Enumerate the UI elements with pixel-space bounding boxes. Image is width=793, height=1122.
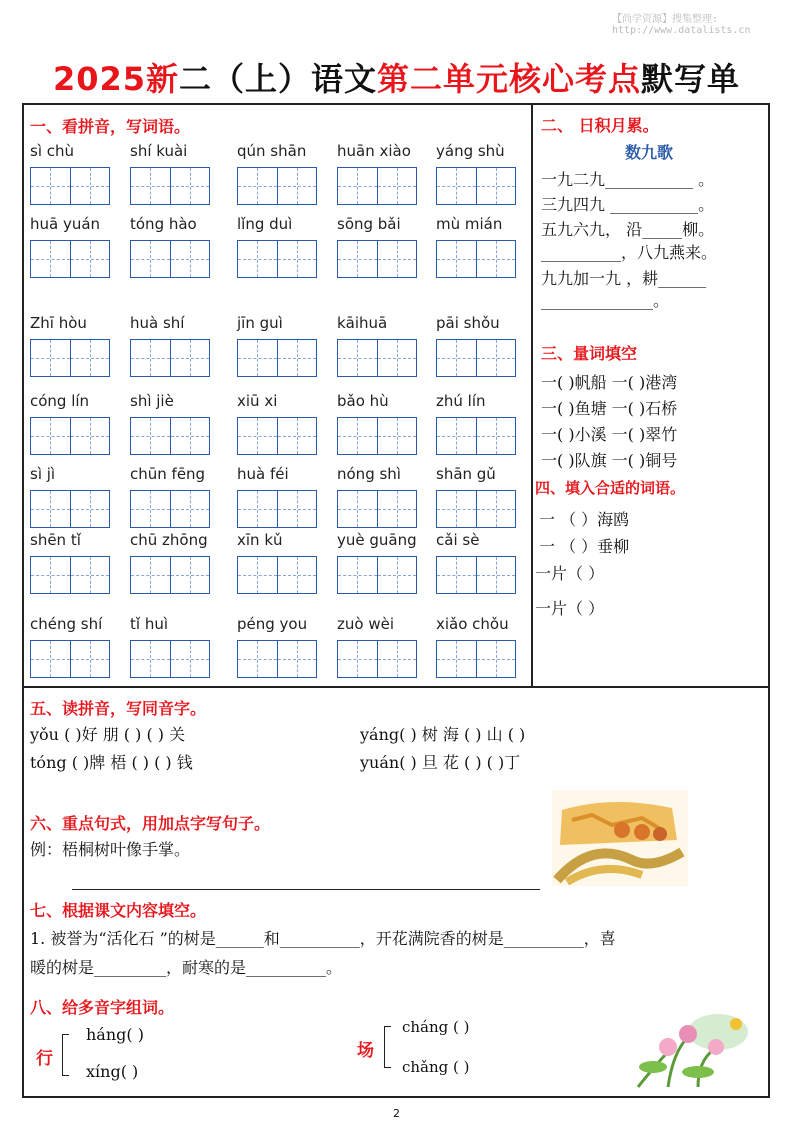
writing-cell[interactable] bbox=[31, 491, 71, 527]
writing-box[interactable] bbox=[30, 240, 110, 278]
writing-box[interactable] bbox=[337, 490, 417, 528]
writing-cell[interactable] bbox=[437, 340, 477, 376]
fill-word-line: 一片（ ） bbox=[535, 599, 605, 618]
writing-cell[interactable] bbox=[131, 418, 171, 454]
polyphone-reading: cháng ( ) bbox=[402, 1018, 470, 1036]
writing-cell[interactable] bbox=[338, 641, 378, 677]
watermark: 【尚学资源】搜集整理: http://www.datalists.cn bbox=[612, 14, 751, 36]
pinyin-label: sōng bǎi bbox=[337, 215, 401, 233]
writing-cell[interactable] bbox=[278, 340, 317, 376]
writing-cell[interactable] bbox=[238, 641, 278, 677]
writing-cell[interactable] bbox=[31, 641, 71, 677]
poem-title: 数九歌 bbox=[625, 143, 674, 162]
writing-box[interactable] bbox=[130, 640, 210, 678]
writing-cell[interactable] bbox=[477, 168, 516, 204]
writing-cell[interactable] bbox=[71, 418, 110, 454]
writing-cell[interactable] bbox=[437, 241, 477, 277]
writing-box[interactable] bbox=[130, 240, 210, 278]
wheat-field-illustration bbox=[552, 790, 688, 886]
writing-cell[interactable] bbox=[338, 557, 378, 593]
writing-cell[interactable] bbox=[278, 418, 317, 454]
section2-heading: 二、 日积月累。 bbox=[541, 116, 659, 135]
writing-box[interactable] bbox=[30, 339, 110, 377]
writing-box[interactable] bbox=[237, 339, 317, 377]
writing-cell[interactable] bbox=[71, 168, 110, 204]
fill-text-line: 暖的树是_________，耐寒的是__________。 bbox=[30, 958, 343, 977]
writing-cell[interactable] bbox=[171, 168, 210, 204]
writing-box[interactable] bbox=[237, 417, 317, 455]
writing-cell[interactable] bbox=[338, 340, 378, 376]
writing-cell[interactable] bbox=[378, 168, 417, 204]
pinyin-label: chū zhōng bbox=[130, 531, 208, 549]
writing-cell[interactable] bbox=[131, 641, 171, 677]
writing-cell[interactable] bbox=[378, 241, 417, 277]
writing-cell[interactable] bbox=[278, 557, 317, 593]
writing-cell[interactable] bbox=[71, 241, 110, 277]
writing-cell[interactable] bbox=[437, 491, 477, 527]
writing-cell[interactable] bbox=[171, 491, 210, 527]
writing-cell[interactable] bbox=[338, 241, 378, 277]
writing-cell[interactable] bbox=[171, 241, 210, 277]
homophone-line: yǒu ( )好 朋 ( ) ( ) 关 bbox=[30, 725, 186, 744]
measure-word-line: 一( )帆船 一( )港湾 bbox=[541, 373, 678, 392]
writing-cell[interactable] bbox=[131, 557, 171, 593]
homophone-line: tóng ( )牌 梧 ( ) ( ) 钱 bbox=[30, 753, 193, 772]
brace bbox=[384, 1026, 391, 1068]
polyphone-char: 行 bbox=[36, 1049, 53, 1069]
writing-cell[interactable] bbox=[171, 641, 210, 677]
pinyin-label: chūn fēng bbox=[130, 465, 206, 483]
poem-line: 五九六九， 沿_____柳。 bbox=[541, 220, 715, 239]
writing-cell[interactable] bbox=[378, 418, 417, 454]
writing-box[interactable] bbox=[30, 167, 110, 205]
writing-cell[interactable] bbox=[131, 241, 171, 277]
homophone-line: yuán( ) 旦 花 ( ) ( )丁 bbox=[360, 753, 521, 772]
poem-line: 九九加一九 ，耕______ bbox=[541, 269, 707, 288]
pinyin-label: bǎo hù bbox=[337, 392, 389, 410]
writing-cell[interactable] bbox=[131, 340, 171, 376]
writing-cell[interactable] bbox=[338, 418, 378, 454]
writing-box[interactable] bbox=[337, 339, 417, 377]
writing-cell[interactable] bbox=[71, 491, 110, 527]
writing-box[interactable] bbox=[436, 167, 516, 205]
writing-cell[interactable] bbox=[71, 641, 110, 677]
polyphone-reading: háng( ) bbox=[86, 1025, 144, 1044]
writing-cell[interactable] bbox=[71, 557, 110, 593]
writing-box[interactable] bbox=[436, 240, 516, 278]
writing-box[interactable] bbox=[436, 339, 516, 377]
writing-cell[interactable] bbox=[477, 491, 516, 527]
writing-cell[interactable] bbox=[31, 557, 71, 593]
section3-heading: 三、量词填空 bbox=[541, 344, 638, 363]
section7-heading: 七、根据课文内容填空。 bbox=[30, 901, 207, 920]
fill-word-line: 一片（ ） bbox=[535, 564, 605, 583]
writing-cell[interactable] bbox=[31, 418, 71, 454]
writing-box[interactable] bbox=[130, 417, 210, 455]
writing-box[interactable] bbox=[337, 556, 417, 594]
section4-heading: 四、填入合适的词语。 bbox=[535, 479, 686, 497]
writing-cell[interactable] bbox=[238, 491, 278, 527]
measure-word-line: 一( )鱼塘 一( )石桥 bbox=[541, 399, 678, 418]
writing-box[interactable] bbox=[30, 490, 110, 528]
writing-cell[interactable] bbox=[171, 418, 210, 454]
pinyin-label: pāi shǒu bbox=[436, 314, 500, 332]
writing-cell[interactable] bbox=[171, 340, 210, 376]
answer-line bbox=[72, 889, 540, 890]
writing-cell[interactable] bbox=[378, 641, 417, 677]
example-sentence: 例：梧桐树叶像手掌。 bbox=[30, 840, 191, 859]
pinyin-label: huà féi bbox=[237, 465, 289, 483]
column-divider bbox=[531, 103, 533, 688]
section1-heading: 一、看拼音，写词语。 bbox=[30, 117, 191, 136]
writing-box[interactable] bbox=[237, 167, 317, 205]
pinyin-label: mù mián bbox=[436, 215, 503, 233]
writing-cell[interactable] bbox=[31, 241, 71, 277]
writing-box[interactable] bbox=[337, 417, 417, 455]
writing-box[interactable] bbox=[337, 640, 417, 678]
writing-box[interactable] bbox=[436, 640, 516, 678]
writing-cell[interactable] bbox=[477, 418, 516, 454]
writing-cell[interactable] bbox=[378, 340, 417, 376]
writing-box[interactable] bbox=[130, 490, 210, 528]
writing-cell[interactable] bbox=[437, 641, 477, 677]
writing-cell[interactable] bbox=[437, 168, 477, 204]
pinyin-label: shì jiè bbox=[130, 392, 174, 410]
writing-cell[interactable] bbox=[278, 641, 317, 677]
writing-cell[interactable] bbox=[378, 491, 417, 527]
page-number: 2 bbox=[393, 1107, 400, 1120]
writing-cell[interactable] bbox=[238, 241, 278, 277]
pinyin-label: jīn guì bbox=[237, 314, 283, 332]
writing-box[interactable] bbox=[237, 240, 317, 278]
pinyin-label: shān gǔ bbox=[436, 465, 496, 483]
pinyin-label: qún shān bbox=[237, 142, 307, 160]
pinyin-label: yuè guāng bbox=[337, 531, 417, 549]
writing-cell[interactable] bbox=[238, 340, 278, 376]
pinyin-label: zuò wèi bbox=[337, 615, 394, 633]
pinyin-label: sì jì bbox=[30, 465, 56, 483]
page-title: 2025新二（上）语文第二单元核心考点默写单 bbox=[52, 60, 741, 98]
section8-heading: 八、给多音字组词。 bbox=[30, 998, 175, 1017]
writing-cell[interactable] bbox=[477, 241, 516, 277]
pinyin-label: cóng lín bbox=[30, 392, 90, 410]
fill-text-line: 1. 被誉为“活化石 ”的树是______和__________，开花满院香的树是__________，喜 bbox=[30, 929, 616, 948]
writing-box[interactable] bbox=[436, 417, 516, 455]
writing-cell[interactable] bbox=[477, 340, 516, 376]
fill-word-line: 一 （ ）垂柳 bbox=[539, 537, 630, 556]
pinyin-label: cǎi sè bbox=[436, 531, 480, 549]
section-divider bbox=[22, 686, 770, 688]
poem-line: 三九四九 ___________。 bbox=[541, 195, 715, 214]
pinyin-label: yáng shù bbox=[436, 142, 505, 160]
pinyin-label: tǐ huì bbox=[130, 615, 168, 633]
writing-cell[interactable] bbox=[131, 491, 171, 527]
brace bbox=[62, 1034, 69, 1076]
writing-cell[interactable] bbox=[477, 557, 516, 593]
writing-cell[interactable] bbox=[71, 340, 110, 376]
pinyin-label: kāihuā bbox=[337, 314, 388, 332]
pinyin-label: zhú lín bbox=[436, 392, 486, 410]
polyphone-reading: xíng( ) bbox=[86, 1062, 139, 1081]
pinyin-label: shēn tǐ bbox=[30, 531, 81, 549]
pinyin-label: tóng hào bbox=[130, 215, 197, 233]
writing-cell[interactable] bbox=[278, 491, 317, 527]
writing-cell[interactable] bbox=[278, 241, 317, 277]
writing-cell[interactable] bbox=[437, 557, 477, 593]
pinyin-label: xiǎo chǒu bbox=[436, 615, 509, 633]
writing-box[interactable] bbox=[237, 640, 317, 678]
writing-cell[interactable] bbox=[338, 491, 378, 527]
poem-line: 一九二九___________ 。 bbox=[541, 170, 715, 189]
pinyin-label: huā yuán bbox=[30, 215, 101, 233]
pinyin-label: lǐng duì bbox=[237, 215, 293, 233]
writing-cell[interactable] bbox=[131, 168, 171, 204]
fill-word-line: 一 （ ）海鸥 bbox=[539, 510, 630, 529]
writing-box[interactable] bbox=[30, 556, 110, 594]
pinyin-label: péng you bbox=[237, 615, 308, 633]
pinyin-label: Zhī hòu bbox=[30, 314, 87, 332]
pinyin-label: sì chù bbox=[30, 142, 75, 160]
polyphone-reading: chǎng ( ) bbox=[402, 1058, 470, 1076]
writing-box[interactable] bbox=[30, 640, 110, 678]
writing-box[interactable] bbox=[436, 556, 516, 594]
writing-box[interactable] bbox=[237, 556, 317, 594]
writing-box[interactable] bbox=[130, 556, 210, 594]
writing-cell[interactable] bbox=[238, 557, 278, 593]
pinyin-label: chéng shí bbox=[30, 615, 103, 633]
section5-heading: 五、读拼音，写同音字。 bbox=[30, 699, 207, 718]
writing-box[interactable] bbox=[30, 417, 110, 455]
writing-cell[interactable] bbox=[378, 557, 417, 593]
writing-cell[interactable] bbox=[437, 418, 477, 454]
poem-line: ______________。 bbox=[541, 291, 670, 310]
pinyin-label: nóng shì bbox=[337, 465, 401, 483]
flower-illustration bbox=[628, 992, 756, 1090]
writing-cell[interactable] bbox=[31, 168, 71, 204]
writing-box[interactable] bbox=[130, 339, 210, 377]
writing-box[interactable] bbox=[337, 240, 417, 278]
pinyin-label: xiū xi bbox=[237, 392, 278, 410]
writing-cell[interactable] bbox=[477, 641, 516, 677]
polyphone-char: 场 bbox=[357, 1041, 374, 1061]
measure-word-line: 一( )队旗 一( )铜号 bbox=[541, 451, 678, 470]
writing-cell[interactable] bbox=[238, 418, 278, 454]
writing-cell[interactable] bbox=[31, 340, 71, 376]
section6-heading: 六、重点句式，用加点字写句子。 bbox=[30, 814, 271, 833]
pinyin-label: huà shí bbox=[130, 314, 185, 332]
homophone-line: yáng( ) 树 海 ( ) 山 ( ) bbox=[360, 725, 526, 744]
writing-cell[interactable] bbox=[238, 168, 278, 204]
writing-box[interactable] bbox=[337, 167, 417, 205]
pinyin-label: huān xiào bbox=[337, 142, 411, 160]
measure-word-line: 一( )小溪 一( )翠竹 bbox=[541, 425, 678, 444]
writing-cell[interactable] bbox=[278, 168, 317, 204]
writing-cell[interactable] bbox=[171, 557, 210, 593]
writing-box[interactable] bbox=[436, 490, 516, 528]
writing-box[interactable] bbox=[130, 167, 210, 205]
writing-box[interactable] bbox=[237, 490, 317, 528]
writing-cell[interactable] bbox=[338, 168, 378, 204]
poem-line: __________，八九燕来。 bbox=[541, 243, 718, 262]
pinyin-label: shí kuài bbox=[130, 142, 188, 160]
pinyin-label: xīn kǔ bbox=[237, 531, 283, 549]
